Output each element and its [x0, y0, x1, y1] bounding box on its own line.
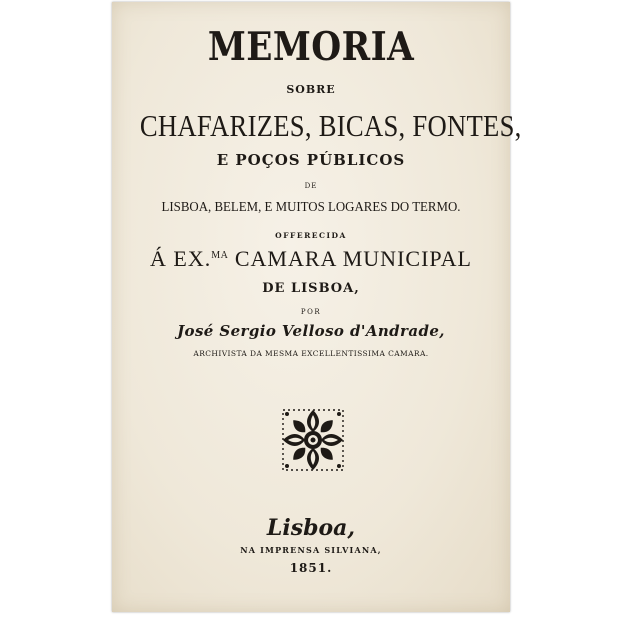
imprint-press: NA IMPRENSA SILVIANA,: [240, 545, 382, 555]
subject-line: CHAFARIZES, BICAS, FONTES,: [139, 108, 522, 143]
offerecida-line: OFFERECIDA: [275, 231, 347, 240]
sobre-line: SOBRE: [286, 83, 336, 96]
dedication-superscript: MA: [211, 250, 229, 261]
dedication-line: [112, 248, 510, 270]
title-page: [112, 2, 522, 612]
dedication-prefix: Á EX.: [150, 246, 212, 271]
imprint-year: 1851.: [289, 561, 333, 575]
imprint-place: Lisboa,: [266, 515, 356, 541]
por-line: POR: [300, 308, 322, 316]
places-line: LISBOA, BELEM, E MUITOS LOGARES DO TERMO.: [161, 200, 461, 215]
de-line: DE: [304, 182, 318, 190]
dedication-rest: CAMARA MUNICIPAL: [228, 246, 472, 271]
pocos-line: E POÇOS PÚBLICOS: [216, 151, 406, 169]
floral-ornament-icon: [280, 407, 346, 473]
author-title-line: ARCHIVISTA DA MESMA EXCELLENTISSIMA CAMARA.: [193, 349, 429, 358]
author-name: José Sergio Velloso d'Andrade,: [177, 322, 445, 340]
book-title: MEMORIA: [207, 24, 415, 70]
de-lisboa-line: DE LISBOA,: [262, 281, 360, 296]
